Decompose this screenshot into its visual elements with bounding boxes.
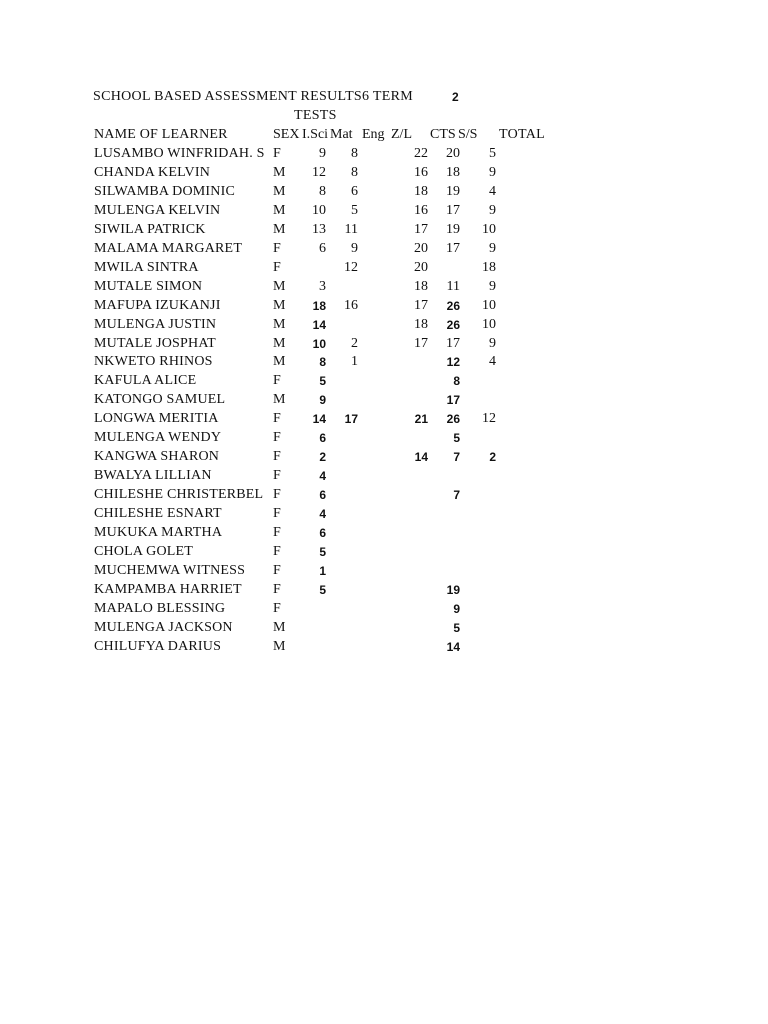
- score-cts: 9: [453, 601, 460, 616]
- score-sci: 6: [319, 488, 326, 503]
- score-ss: 9: [489, 202, 496, 218]
- score-sci: 1: [319, 563, 326, 578]
- score-ss: 10: [482, 297, 496, 313]
- score-mat: 8: [351, 164, 358, 180]
- score-cts: 5: [453, 620, 460, 635]
- table-row: [0, 372, 768, 391]
- learner-sex: F: [273, 240, 281, 256]
- learner-name: MUTALE SIMON: [94, 278, 203, 294]
- score-zl: 17: [414, 297, 428, 313]
- learner-name: MUCHEMWA WITNESS: [94, 562, 246, 578]
- table-row: [0, 353, 768, 372]
- table-row: [0, 164, 768, 183]
- tests-subheading: TESTS: [294, 108, 337, 123]
- score-mat: 5: [351, 202, 358, 218]
- score-sci: 4: [319, 507, 326, 522]
- score-mat: 17: [344, 412, 358, 427]
- score-ss: 9: [489, 164, 496, 180]
- score-sci: 5: [319, 374, 326, 389]
- score-zl: 16: [414, 202, 428, 218]
- table-row: [0, 638, 768, 657]
- score-sci: 8: [319, 183, 326, 199]
- learner-sex: M: [273, 221, 286, 237]
- score-mat: 11: [344, 221, 358, 237]
- score-cts: 7: [453, 450, 460, 465]
- learner-name: KAFULA ALICE: [94, 373, 197, 389]
- score-ss: 10: [482, 221, 496, 237]
- score-sci: 14: [312, 317, 326, 332]
- score-sci: 5: [319, 544, 326, 559]
- learner-name: SILWAMBA DOMINIC: [94, 183, 235, 199]
- score-ss: 4: [489, 183, 496, 199]
- score-mat: 2: [351, 335, 358, 351]
- learner-sex: F: [273, 468, 281, 484]
- header-sci: I.Sci: [302, 127, 329, 142]
- learner-sex: M: [273, 335, 286, 351]
- score-zl: 18: [414, 183, 428, 199]
- score-cts: 11: [446, 278, 460, 294]
- learner-sex: F: [273, 487, 281, 503]
- learner-sex: M: [273, 316, 286, 332]
- score-cts: 26: [446, 412, 460, 427]
- score-sci: 2: [319, 450, 326, 465]
- score-cts: 17: [446, 393, 460, 408]
- table-row: [0, 335, 768, 354]
- learner-sex: M: [273, 278, 286, 294]
- score-ss: 10: [482, 316, 496, 332]
- table-row: [0, 581, 768, 600]
- table-row: [0, 278, 768, 297]
- header-eng: Eng: [362, 127, 385, 142]
- table-row: [0, 600, 768, 619]
- table-row: [0, 619, 768, 638]
- score-ss: 5: [489, 146, 496, 161]
- score-zl: 18: [414, 316, 428, 332]
- table-row: [0, 259, 768, 278]
- score-ss: 12: [482, 411, 496, 427]
- table-row: [0, 543, 768, 562]
- score-cts: 19: [446, 582, 460, 597]
- score-cts: 5: [453, 431, 460, 446]
- header-cts: CTS: [430, 127, 456, 142]
- learner-name: NKWETO RHINOS: [94, 354, 213, 370]
- learner-name: MAFUPA IZUKANJI: [94, 297, 221, 313]
- table-row: [0, 448, 768, 467]
- score-mat: 1: [351, 354, 358, 370]
- table-row: [0, 297, 768, 316]
- table-row: [0, 505, 768, 524]
- score-zl: 20: [414, 259, 428, 275]
- learner-sex: F: [273, 430, 281, 446]
- learner-name: LONGWA MERITIA: [94, 411, 219, 427]
- header-name: NAME OF LEARNER: [94, 127, 228, 142]
- table-row: [0, 183, 768, 202]
- learner-sex: F: [273, 146, 281, 161]
- score-sci: 5: [319, 582, 326, 597]
- learner-sex: F: [273, 411, 281, 427]
- learner-name: MULENGA WENDY: [94, 430, 222, 446]
- score-ss: 9: [489, 335, 496, 351]
- learner-name: CHILUFYA DARIUS: [94, 638, 222, 654]
- header-sex: SEX: [273, 127, 300, 142]
- learner-name: KAMPAMBA HARRIET: [94, 581, 242, 597]
- score-ss: 9: [489, 240, 496, 256]
- score-sci: 6: [319, 240, 326, 256]
- learner-sex: M: [273, 354, 286, 370]
- score-ss: 18: [482, 259, 496, 275]
- learner-name: MALAMA MARGARET: [94, 240, 243, 256]
- table-row: [0, 391, 768, 410]
- header-zl: Z/L: [391, 127, 412, 142]
- learner-name: SIWILA PATRICK: [94, 221, 206, 237]
- score-sci: 8: [319, 355, 326, 370]
- score-sci: 9: [319, 146, 326, 161]
- header-mat: Mat: [330, 127, 353, 142]
- learner-sex: F: [273, 373, 281, 389]
- learner-sex: F: [273, 449, 281, 465]
- learner-name: MUTALE JOSPHAT: [94, 335, 216, 351]
- document-title: SCHOOL BASED ASSESSMENT RESULTS6 TERM: [93, 89, 413, 104]
- score-sci: 12: [312, 164, 326, 180]
- score-sci: 10: [312, 336, 326, 351]
- learner-sex: M: [273, 164, 286, 180]
- learner-sex: F: [273, 506, 281, 522]
- score-mat: 6: [351, 183, 358, 199]
- score-sci: 6: [319, 431, 326, 446]
- score-cts: 20: [446, 146, 460, 161]
- score-cts: 8: [453, 374, 460, 389]
- learner-sex: F: [273, 543, 281, 559]
- score-sci: 14: [312, 412, 326, 427]
- learner-name: CHOLA GOLET: [94, 543, 194, 559]
- score-cts: 17: [446, 202, 460, 218]
- term-number: 2: [452, 90, 459, 104]
- learner-name: KATONGO SAMUEL: [94, 392, 226, 408]
- score-ss: 9: [489, 278, 496, 294]
- learner-sex: F: [273, 600, 281, 616]
- learner-name: MULENGA JUSTIN: [94, 316, 217, 332]
- learner-name: CHANDA KELVIN: [94, 164, 211, 180]
- learner-sex: F: [273, 581, 281, 597]
- learner-sex: F: [273, 525, 281, 540]
- score-zl: 20: [414, 240, 428, 256]
- score-zl: 16: [414, 164, 428, 180]
- table-row: [0, 202, 768, 221]
- header-total: TOTAL: [499, 127, 546, 142]
- learner-name: KANGWA SHARON: [94, 449, 220, 465]
- score-cts: 18: [446, 164, 460, 180]
- score-zl: 22: [414, 146, 428, 161]
- score-sci: 6: [319, 526, 326, 540]
- score-cts: 17: [446, 335, 460, 351]
- score-sci: 10: [312, 202, 326, 218]
- score-zl: 18: [414, 278, 428, 294]
- score-zl: 17: [414, 221, 428, 237]
- score-mat: 16: [344, 297, 358, 313]
- score-cts: 12: [446, 355, 460, 370]
- table-row: [0, 145, 768, 164]
- table-row: [0, 316, 768, 335]
- table-row: [0, 240, 768, 259]
- score-mat: 12: [344, 259, 358, 275]
- table-row: [0, 410, 768, 429]
- score-cts: 26: [446, 317, 460, 332]
- score-sci: 9: [319, 393, 326, 408]
- score-cts: 7: [453, 488, 460, 503]
- learner-sex: M: [273, 202, 286, 218]
- learner-sex: M: [273, 638, 286, 654]
- score-sci: 3: [319, 278, 326, 294]
- score-cts: 17: [446, 240, 460, 256]
- score-ss: 4: [489, 354, 496, 370]
- learner-name: BWALYA LILLIAN: [94, 468, 212, 484]
- learner-sex: M: [273, 183, 286, 199]
- score-ss: 2: [489, 450, 496, 465]
- score-cts: 19: [446, 183, 460, 199]
- learner-name: MWILA SINTRA: [94, 259, 199, 275]
- learner-name: CHILESHE CHRISTERBEL: [94, 487, 264, 503]
- table-row: [0, 524, 768, 543]
- learner-sex: F: [273, 259, 281, 275]
- table-row: [0, 467, 768, 486]
- table-row: [0, 562, 768, 581]
- learner-name: MUKUKA MARTHA: [94, 525, 223, 540]
- learner-sex: M: [273, 619, 286, 635]
- score-zl: 21: [414, 412, 428, 427]
- score-sci: 4: [319, 469, 326, 484]
- learner-sex: F: [273, 562, 281, 578]
- table-row: [0, 429, 768, 448]
- score-mat: 9: [351, 240, 358, 256]
- learner-name: LUSAMBO WINFRIDAH. S: [94, 146, 265, 161]
- score-sci: 18: [312, 298, 326, 313]
- learner-sex: M: [273, 392, 286, 408]
- score-cts: 26: [446, 298, 460, 313]
- table-row: [0, 221, 768, 240]
- score-cts: 19: [446, 221, 460, 237]
- learner-name: MULENGA KELVIN: [94, 202, 221, 218]
- learner-name: CHILESHE ESNART: [94, 506, 222, 522]
- header-ss: S/S: [458, 127, 478, 142]
- score-zl: 14: [414, 450, 428, 465]
- learner-name: MAPALO BLESSING: [94, 600, 226, 616]
- score-zl: 17: [414, 335, 428, 351]
- score-sci: 13: [312, 221, 326, 237]
- score-cts: 14: [446, 639, 460, 654]
- table-row: [0, 486, 768, 505]
- score-mat: 8: [351, 146, 358, 161]
- learner-sex: M: [273, 297, 286, 313]
- learner-name: MULENGA JACKSON: [94, 619, 233, 635]
